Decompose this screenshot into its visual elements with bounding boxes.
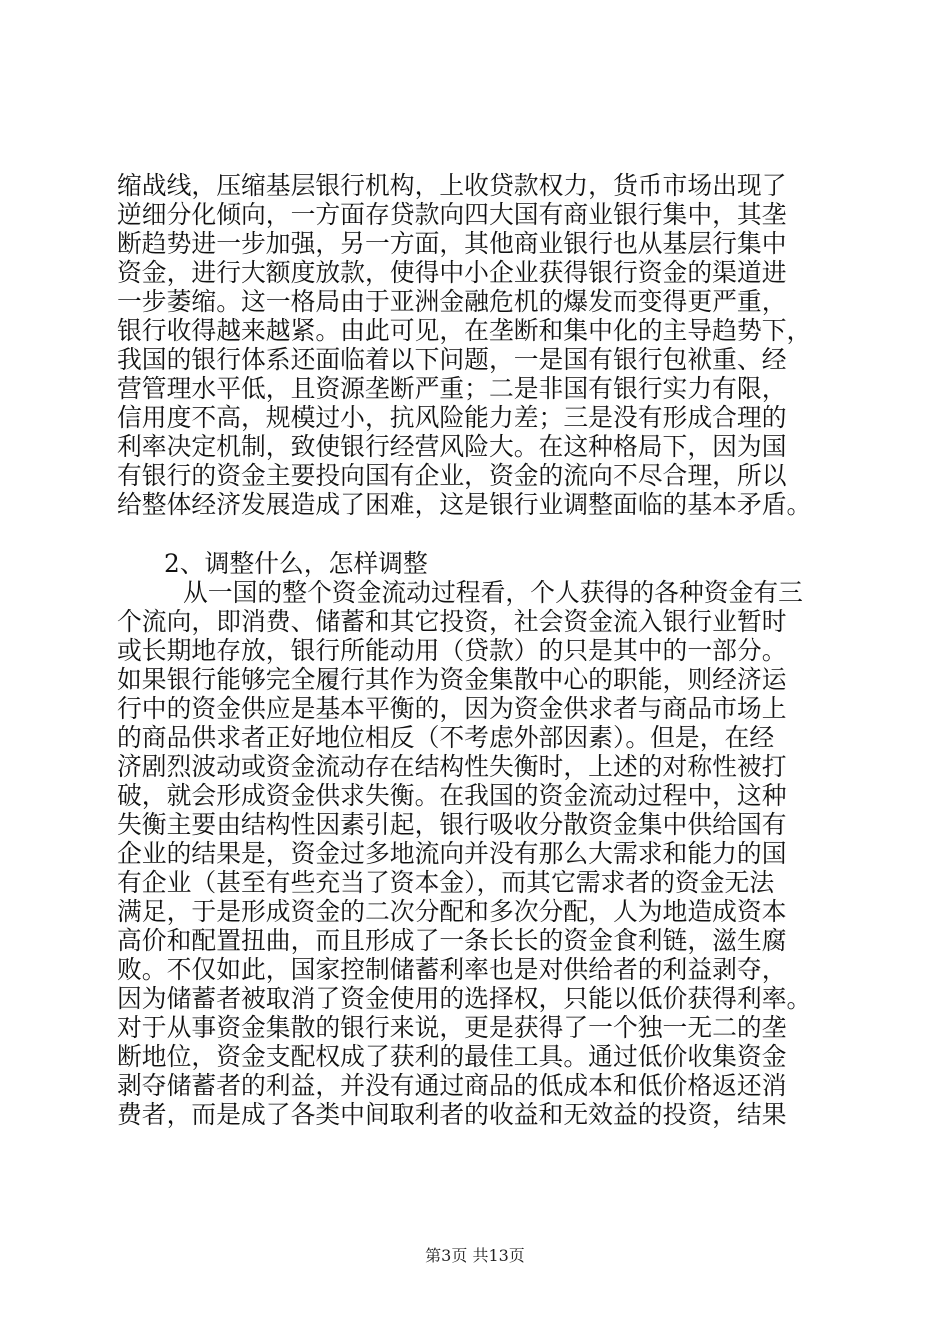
paragraph-1-line: 有银行的资金主要投向国有企业，资金的流向不尽合理，所以 (117, 461, 787, 490)
paragraph-2-line: 行中的资金供应是基本平衡的，因为资金供求者与商品市场上 (117, 694, 787, 723)
paragraph-1-line: 利率决定机制，致使银行经营风险大。在这种格局下，因为国 (117, 432, 787, 461)
paragraph-1-line: 给整体经济发展造成了困难，这是银行业调整面临的基本矛盾。 (117, 490, 812, 519)
page-number-footer: 第3页 共13页 (425, 1246, 525, 1265)
paragraph-2-line: 个流向，即消费、储蓄和其它投资，社会资金流入银行业暂时 (117, 607, 787, 636)
paragraph-1-line: 资金，进行大额度放款，使得中小企业获得银行资金的渠道进 (117, 258, 787, 287)
paragraph-2-line: 的商品供求者正好地位相反（不考虑外部因素）。但是，在经 (117, 723, 775, 752)
paragraph-2-line: 费者，而是成了各类中间取利者的收益和无效益的投资，结果 (117, 1100, 787, 1129)
paragraph-2-line: 济剧烈波动或资金流动存在结构性失衡时，上述的对称性被打 (117, 752, 787, 781)
paragraph-1-line: 银行收得越来越紧。由此可见，在垄断和集中化的主导趋势下， (117, 316, 812, 345)
paragraph-2-line: 失衡主要由结构性因素引起，银行吸收分散资金集中供给国有 (117, 810, 787, 839)
paragraph-1-line: 信用度不高，规模过小，抗风险能力差；三是没有形成合理的 (117, 403, 787, 432)
paragraph-2-line: 高价和配置扭曲，而且形成了一条长长的资金食利链，滋生腐 (117, 926, 787, 955)
paragraph-2-line: 企业的结果是，资金过多地流向并没有那么大需求和能力的国 (117, 839, 787, 868)
paragraph-2-line: 从一国的整个资金流动过程看，个人获得的各种资金有三 (183, 578, 803, 607)
paragraph-1-line: 营管理水平低，且资源垄断严重；二是非国有银行实力有限， (117, 374, 787, 403)
paragraph-2-line: 破，就会形成资金供求失衡。在我国的资金流动过程中，这种 (117, 781, 787, 810)
paragraph-2-line: 对于从事资金集散的银行来说，更是获得了一个独一无二的垄 (117, 1013, 787, 1042)
paragraph-2-line: 如果银行能够完全履行其作为资金集散中心的职能，则经济运 (117, 665, 787, 694)
paragraph-2-line: 剥夺储蓄者的利益，并没有通过商品的低成本和低价格返还消 (117, 1071, 787, 1100)
paragraph-2-line: 败。不仅如此，国家控制储蓄利率也是对供给者的利益剥夺， (117, 955, 787, 984)
paragraph-1-line: 逆细分化倾向，一方面存贷款向四大国有商业银行集中，其垄 (117, 200, 787, 229)
paragraph-2-line: 满足，于是形成资金的二次分配和多次分配，人为地造成资本 (117, 897, 787, 926)
paragraph-2-line: 或长期地存放，银行所能动用（贷款）的只是其中的一部分。 (117, 636, 787, 665)
paragraph-2-line: 断地位，资金支配权成了获利的最佳工具。通过低价收集资金 (117, 1042, 787, 1071)
paragraph-1-line: 缩战线，压缩基层银行机构，上收贷款权力，货币市场出现了 (117, 171, 787, 200)
paragraph-1-line: 断趋势进一步加强，另一方面，其他商业银行也从基层行集中 (117, 229, 787, 258)
paragraph-1-line: 我国的银行体系还面临着以下问题，一是国有银行包袱重、经 (117, 345, 787, 374)
section-heading: 2、调整什么，怎样调整 (164, 549, 428, 578)
paragraph-2-line: 因为储蓄者被取消了资金使用的选择权，只能以低价获得利率。 (117, 984, 812, 1013)
paragraph-1-line: 一步萎缩。这一格局由于亚洲金融危机的爆发而变得更严重， (117, 287, 787, 316)
paragraph-2-line: 有企业（甚至有些充当了资本金），而其它需求者的资金无法 (117, 868, 775, 897)
